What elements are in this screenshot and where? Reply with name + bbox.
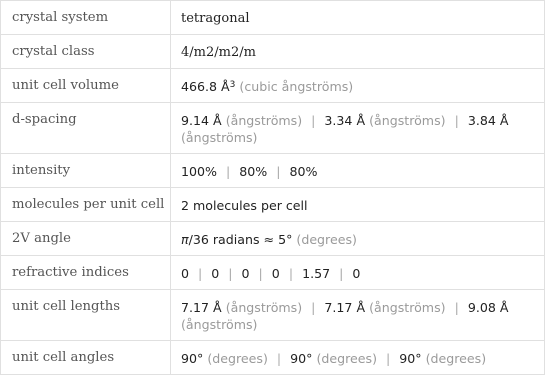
separator: | <box>276 351 282 366</box>
value-item: 0 <box>352 266 361 281</box>
value-item: 90° <box>399 351 422 366</box>
row-label: unit cell volume <box>1 69 171 103</box>
unit-label: (degrees) <box>296 232 357 247</box>
volume-exponent: 3 <box>229 80 236 90</box>
unit-label: (ångströms) <box>225 300 303 315</box>
value-item: 7.17 Å <box>324 300 366 315</box>
row-value <box>171 103 545 154</box>
value-item: 9.08 Å <box>467 300 509 315</box>
row-label: refractive indices <box>1 256 171 290</box>
separator: | <box>276 164 281 179</box>
separator: | <box>454 300 459 315</box>
value-item: 1.57 <box>302 266 331 281</box>
row-value <box>171 256 545 290</box>
separator: | <box>386 351 391 366</box>
row-label: unit cell angles <box>1 341 171 375</box>
value-item: 0 <box>271 266 280 281</box>
separator: | <box>226 164 231 179</box>
value-item: 90° <box>290 351 313 366</box>
volume-value: 466.8 Å <box>181 79 230 94</box>
table-row <box>1 35 545 69</box>
row-value: 2 molecules per cell <box>171 188 545 222</box>
unit-label: (ångströms) <box>181 130 258 145</box>
value-item: 0 <box>181 266 190 281</box>
unit-label: (degrees) <box>316 351 377 366</box>
value-item: 0 <box>241 266 250 281</box>
unit-label: (ångströms) <box>225 113 303 128</box>
row-value <box>171 154 545 188</box>
pi-symbol: π <box>181 232 189 247</box>
separator: | <box>258 266 263 281</box>
unit-label: (ångströms) <box>369 113 446 128</box>
table-row <box>1 290 545 341</box>
separator: | <box>311 113 316 128</box>
separator: | <box>228 266 233 281</box>
unit-label: (degrees) <box>207 351 268 366</box>
separator: | <box>198 266 203 281</box>
value-item: 80% <box>239 164 268 179</box>
value-item: 3.84 Å <box>467 113 509 128</box>
row-label: crystal class <box>1 35 171 69</box>
value-item: 100% <box>181 164 218 179</box>
table-row <box>1 154 545 188</box>
unit-label: (degrees) <box>425 351 487 366</box>
row-value <box>171 341 545 375</box>
row-label: unit cell lengths <box>1 290 171 341</box>
value-item: 80% <box>289 164 318 179</box>
row-label: 2V angle <box>1 222 171 256</box>
row-label: molecules per unit cell <box>1 188 171 222</box>
value-item: 7.17 Å <box>181 300 222 315</box>
separator: | <box>288 266 294 281</box>
table-row <box>1 69 545 103</box>
separator: | <box>339 266 344 281</box>
row-label: intensity <box>1 154 171 188</box>
separator: | <box>311 300 316 315</box>
row-label: d-spacing <box>1 103 171 154</box>
row-value <box>171 69 545 103</box>
row-value: 4/m2/m2/m <box>171 35 545 69</box>
row-value <box>171 290 545 341</box>
unit-label: (ångströms) <box>181 317 258 332</box>
table-row <box>1 103 545 154</box>
row-label: crystal system <box>1 1 171 35</box>
unit-label: (ångströms) <box>369 300 446 315</box>
table-row <box>1 1 545 35</box>
value-item: 3.34 Å <box>324 113 366 128</box>
value-item: 90° <box>181 351 204 366</box>
row-value <box>171 222 545 256</box>
table-row <box>1 188 545 222</box>
value-item: 9.14 Å <box>181 113 222 128</box>
table-row <box>1 341 545 375</box>
row-value: tetragonal <box>171 1 545 35</box>
table-row <box>1 256 545 290</box>
table-row <box>1 222 545 256</box>
value-item: 0 <box>211 266 220 281</box>
unit-label: (cubic ångströms) <box>239 79 354 94</box>
angle-value: /36 radians ≈ 5° <box>188 232 293 247</box>
separator: | <box>454 113 459 128</box>
